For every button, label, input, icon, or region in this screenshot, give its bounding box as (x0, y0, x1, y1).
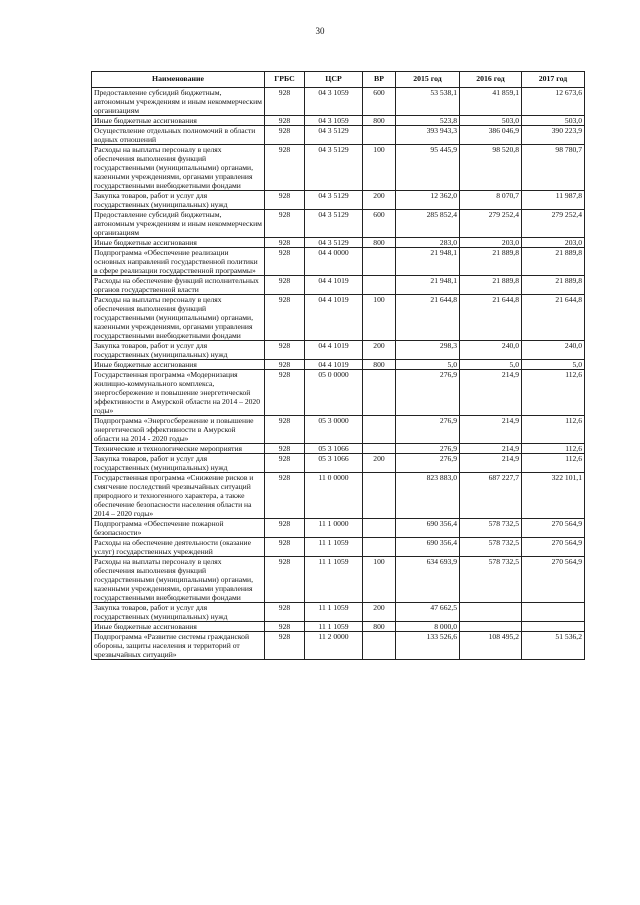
cell-csr: 04 4 1019 (305, 295, 363, 341)
cell-2015: 276,9 (396, 454, 460, 473)
cell-2016 (460, 622, 522, 632)
cell-name: Иные бюджетные ассигнования (92, 116, 265, 126)
cell-2015: 523,8 (396, 116, 460, 126)
cell-name: Осуществление отдельных полномочий в области водных отношений (92, 126, 265, 145)
cell-name: Предоставление субсидий бюджетным, автономным учреждениям и иным некоммерческим организациям (92, 88, 265, 116)
cell-name: Подпрограмма «Обеспечение реализации основных направлений государственной политики в сфере реализации государственной программы» (92, 248, 265, 276)
cell-2015: 5,0 (396, 360, 460, 370)
cell-grbs: 928 (265, 341, 305, 360)
cell-csr: 11 1 1059 (305, 622, 363, 632)
cell-grbs: 928 (265, 622, 305, 632)
table-row (92, 210, 585, 238)
cell-name: Закупка товаров, работ и услуг для государственных (муниципальных) нужд (92, 191, 265, 210)
cell-vr: 800 (363, 116, 396, 126)
cell-name: Расходы на выплаты персоналу в целях обеспечения выполнения функций государственными (муниципальными) органами, казенными учреждениями, органами управления государственными внебюджетными фондами (92, 295, 265, 341)
cell-2015: 47 662,5 (396, 603, 460, 622)
cell-2016: 578 732,5 (460, 519, 522, 538)
cell-2017: 390 223,9 (522, 126, 585, 145)
cell-csr: 04 3 5129 (305, 238, 363, 248)
header-csr: ЦСР (305, 72, 363, 88)
cell-csr: 04 4 1019 (305, 276, 363, 295)
cell-2015: 133 526,6 (396, 632, 460, 660)
cell-2017: 240,0 (522, 341, 585, 360)
cell-name: Расходы на обеспечение деятельности (оказание услуг) государственных учреждений (92, 538, 265, 557)
cell-2015: 690 356,4 (396, 519, 460, 538)
cell-name: Предоставление субсидий бюджетным, автономным учреждениям и иным некоммерческим организациям (92, 210, 265, 238)
cell-vr: 100 (363, 145, 396, 191)
cell-2016: 240,0 (460, 341, 522, 360)
cell-2016: 8 070,7 (460, 191, 522, 210)
cell-2017: 21 644,8 (522, 295, 585, 341)
cell-2016: 41 859,1 (460, 88, 522, 116)
cell-2017: 51 536,2 (522, 632, 585, 660)
cell-vr: 100 (363, 295, 396, 341)
table-row (92, 116, 585, 126)
cell-csr: 11 1 1059 (305, 538, 363, 557)
cell-2017: 5,0 (522, 360, 585, 370)
cell-csr: 04 4 1019 (305, 360, 363, 370)
cell-name: Подпрограмма «Развитие системы гражданской обороны, защиты населения и территорий от чрезвычайных ситуаций» (92, 632, 265, 660)
cell-grbs: 928 (265, 370, 305, 416)
cell-2017: 98 780,7 (522, 145, 585, 191)
cell-vr (363, 126, 396, 145)
cell-csr: 05 3 0000 (305, 416, 363, 444)
cell-grbs: 928 (265, 360, 305, 370)
cell-2017: 270 564,9 (522, 519, 585, 538)
table-row (92, 538, 585, 557)
cell-grbs: 928 (265, 603, 305, 622)
cell-2016: 214,9 (460, 454, 522, 473)
cell-2015: 393 943,3 (396, 126, 460, 145)
cell-2017 (522, 603, 585, 622)
cell-vr: 600 (363, 88, 396, 116)
table-row (92, 88, 585, 116)
cell-csr: 04 4 0000 (305, 248, 363, 276)
cell-2016: 108 495,2 (460, 632, 522, 660)
cell-2017: 112,6 (522, 416, 585, 444)
cell-2016: 503,0 (460, 116, 522, 126)
cell-2015: 823 883,0 (396, 473, 460, 519)
cell-2017: 112,6 (522, 370, 585, 416)
table-row (92, 444, 585, 454)
table-row (92, 557, 585, 603)
cell-grbs: 928 (265, 88, 305, 116)
cell-csr: 11 1 1059 (305, 557, 363, 603)
cell-2016: 21 889,8 (460, 248, 522, 276)
cell-2017: 12 673,6 (522, 88, 585, 116)
cell-vr: 200 (363, 603, 396, 622)
cell-2015: 298,3 (396, 341, 460, 360)
cell-vr (363, 473, 396, 519)
cell-grbs: 928 (265, 248, 305, 276)
table-row (92, 519, 585, 538)
cell-name: Закупка товаров, работ и услуг для государственных (муниципальных) нужд (92, 454, 265, 473)
cell-csr: 04 3 5129 (305, 145, 363, 191)
header-vr: ВР (363, 72, 396, 88)
cell-csr: 11 2 0000 (305, 632, 363, 660)
cell-2016: 578 732,5 (460, 557, 522, 603)
cell-2015: 276,9 (396, 416, 460, 444)
cell-csr: 05 3 1066 (305, 454, 363, 473)
cell-vr (363, 370, 396, 416)
cell-2016 (460, 603, 522, 622)
header-grbs: ГРБС (265, 72, 305, 88)
cell-vr (363, 632, 396, 660)
cell-csr: 05 3 1066 (305, 444, 363, 454)
cell-grbs: 928 (265, 116, 305, 126)
cell-2015: 21 948,1 (396, 276, 460, 295)
cell-2015: 276,9 (396, 444, 460, 454)
table-row (92, 370, 585, 416)
cell-2017: 11 987,8 (522, 191, 585, 210)
cell-vr (363, 248, 396, 276)
cell-2016: 214,9 (460, 444, 522, 454)
cell-name: Государственная программа «Снижение рисков и смягчение последствий чрезвычайных ситуаций природного и техногенного характера, а также обеспечение безопасности населения области на 2014 – 2020 годы» (92, 473, 265, 519)
cell-2016: 98 520,8 (460, 145, 522, 191)
cell-2017: 270 564,9 (522, 538, 585, 557)
cell-2017: 21 889,8 (522, 276, 585, 295)
cell-grbs: 928 (265, 416, 305, 444)
header-2017: 2017 год (522, 72, 585, 88)
cell-grbs: 928 (265, 295, 305, 341)
table-row (92, 238, 585, 248)
cell-grbs: 928 (265, 454, 305, 473)
cell-grbs: 928 (265, 557, 305, 603)
cell-2017: 322 101,1 (522, 473, 585, 519)
cell-2015: 276,9 (396, 370, 460, 416)
cell-vr: 200 (363, 454, 396, 473)
cell-csr: 04 3 5129 (305, 210, 363, 238)
budget-table (91, 71, 585, 660)
cell-2015: 283,0 (396, 238, 460, 248)
cell-2017: 203,0 (522, 238, 585, 248)
cell-2016: 578 732,5 (460, 538, 522, 557)
table-row (92, 126, 585, 145)
cell-2017 (522, 622, 585, 632)
cell-2015: 690 356,4 (396, 538, 460, 557)
cell-2016: 214,9 (460, 416, 522, 444)
table-row (92, 632, 585, 660)
cell-2015: 634 693,9 (396, 557, 460, 603)
cell-vr (363, 519, 396, 538)
cell-2015: 285 852,4 (396, 210, 460, 238)
cell-2017: 112,6 (522, 444, 585, 454)
cell-csr: 11 0 0000 (305, 473, 363, 519)
cell-name: Подпрограмма «Обеспечение пожарной безопасности» (92, 519, 265, 538)
cell-2017: 112,6 (522, 454, 585, 473)
cell-2016: 279 252,4 (460, 210, 522, 238)
cell-name: Технические и технологические мероприятия (92, 444, 265, 454)
table-row (92, 603, 585, 622)
cell-name: Расходы на обеспечение функций исполнительных органов государственной власти (92, 276, 265, 295)
table-row (92, 276, 585, 295)
cell-2015: 21 948,1 (396, 248, 460, 276)
cell-2015: 53 538,1 (396, 88, 460, 116)
header-name: Наименование (92, 72, 265, 88)
cell-vr (363, 444, 396, 454)
cell-grbs: 928 (265, 238, 305, 248)
cell-name: Иные бюджетные ассигнования (92, 360, 265, 370)
cell-csr: 04 3 1059 (305, 116, 363, 126)
table-row (92, 454, 585, 473)
cell-vr (363, 276, 396, 295)
table-row (92, 145, 585, 191)
cell-vr: 800 (363, 360, 396, 370)
cell-grbs: 928 (265, 473, 305, 519)
cell-2017: 270 564,9 (522, 557, 585, 603)
cell-vr: 800 (363, 238, 396, 248)
cell-2016: 203,0 (460, 238, 522, 248)
cell-name: Расходы на выплаты персоналу в целях обеспечения выполнения функций государственными (муниципальными) органами, казенными учреждениями, органами управления государственными внебюджетными фондами (92, 145, 265, 191)
cell-2015: 12 362,0 (396, 191, 460, 210)
cell-csr: 04 4 1019 (305, 341, 363, 360)
cell-csr: 05 0 0000 (305, 370, 363, 416)
cell-grbs: 928 (265, 519, 305, 538)
cell-vr: 800 (363, 622, 396, 632)
cell-2016: 21 889,8 (460, 276, 522, 295)
table-row (92, 191, 585, 210)
cell-vr: 200 (363, 341, 396, 360)
table-row (92, 622, 585, 632)
cell-name: Закупка товаров, работ и услуг для государственных (муниципальных) нужд (92, 603, 265, 622)
cell-2017: 503,0 (522, 116, 585, 126)
cell-csr: 11 1 1059 (305, 603, 363, 622)
cell-vr: 100 (363, 557, 396, 603)
cell-name: Иные бюджетные ассигнования (92, 622, 265, 632)
header-2016: 2016 год (460, 72, 522, 88)
cell-csr: 04 3 5129 (305, 191, 363, 210)
cell-grbs: 928 (265, 145, 305, 191)
table-row (92, 473, 585, 519)
cell-2016: 21 644,8 (460, 295, 522, 341)
cell-grbs: 928 (265, 276, 305, 295)
header-2015: 2015 год (396, 72, 460, 88)
cell-2016: 687 227,7 (460, 473, 522, 519)
cell-csr: 04 3 5129 (305, 126, 363, 145)
cell-grbs: 928 (265, 632, 305, 660)
cell-2016: 386 046,9 (460, 126, 522, 145)
cell-name: Подпрограмма «Энергосбережение и повышение энергетической эффективности в Амурской области на 2014 - 2020 годы» (92, 416, 265, 444)
cell-vr: 600 (363, 210, 396, 238)
cell-2017: 279 252,4 (522, 210, 585, 238)
cell-grbs: 928 (265, 191, 305, 210)
table-row (92, 341, 585, 360)
cell-2015: 95 445,9 (396, 145, 460, 191)
cell-csr: 11 1 0000 (305, 519, 363, 538)
cell-grbs: 928 (265, 538, 305, 557)
cell-csr: 04 3 1059 (305, 88, 363, 116)
table-row (92, 360, 585, 370)
table-row (92, 295, 585, 341)
cell-name: Государственная программа «Модернизация жилищно-коммунального комплекса, энергосбережение и повышение энергетической эффективности в Амурской области на 2014 – 2020 годы» (92, 370, 265, 416)
table-row (92, 416, 585, 444)
cell-2015: 8 000,0 (396, 622, 460, 632)
cell-2016: 214,9 (460, 370, 522, 416)
table-row (92, 248, 585, 276)
cell-2016: 5,0 (460, 360, 522, 370)
cell-vr (363, 538, 396, 557)
cell-2015: 21 644,8 (396, 295, 460, 341)
page-number: 30 (315, 26, 325, 36)
cell-2017: 21 889,8 (522, 248, 585, 276)
cell-grbs: 928 (265, 126, 305, 145)
cell-grbs: 928 (265, 444, 305, 454)
cell-vr (363, 416, 396, 444)
cell-name: Иные бюджетные ассигнования (92, 238, 265, 248)
cell-grbs: 928 (265, 210, 305, 238)
table-header-row (92, 72, 585, 88)
cell-name: Закупка товаров, работ и услуг для государственных (муниципальных) нужд (92, 341, 265, 360)
cell-vr: 200 (363, 191, 396, 210)
cell-name: Расходы на выплаты персоналу в целях обеспечения выполнения функций государственными (муниципальными) органами, казенными учреждениями, органами управления государственными внебюджетными фондами (92, 557, 265, 603)
